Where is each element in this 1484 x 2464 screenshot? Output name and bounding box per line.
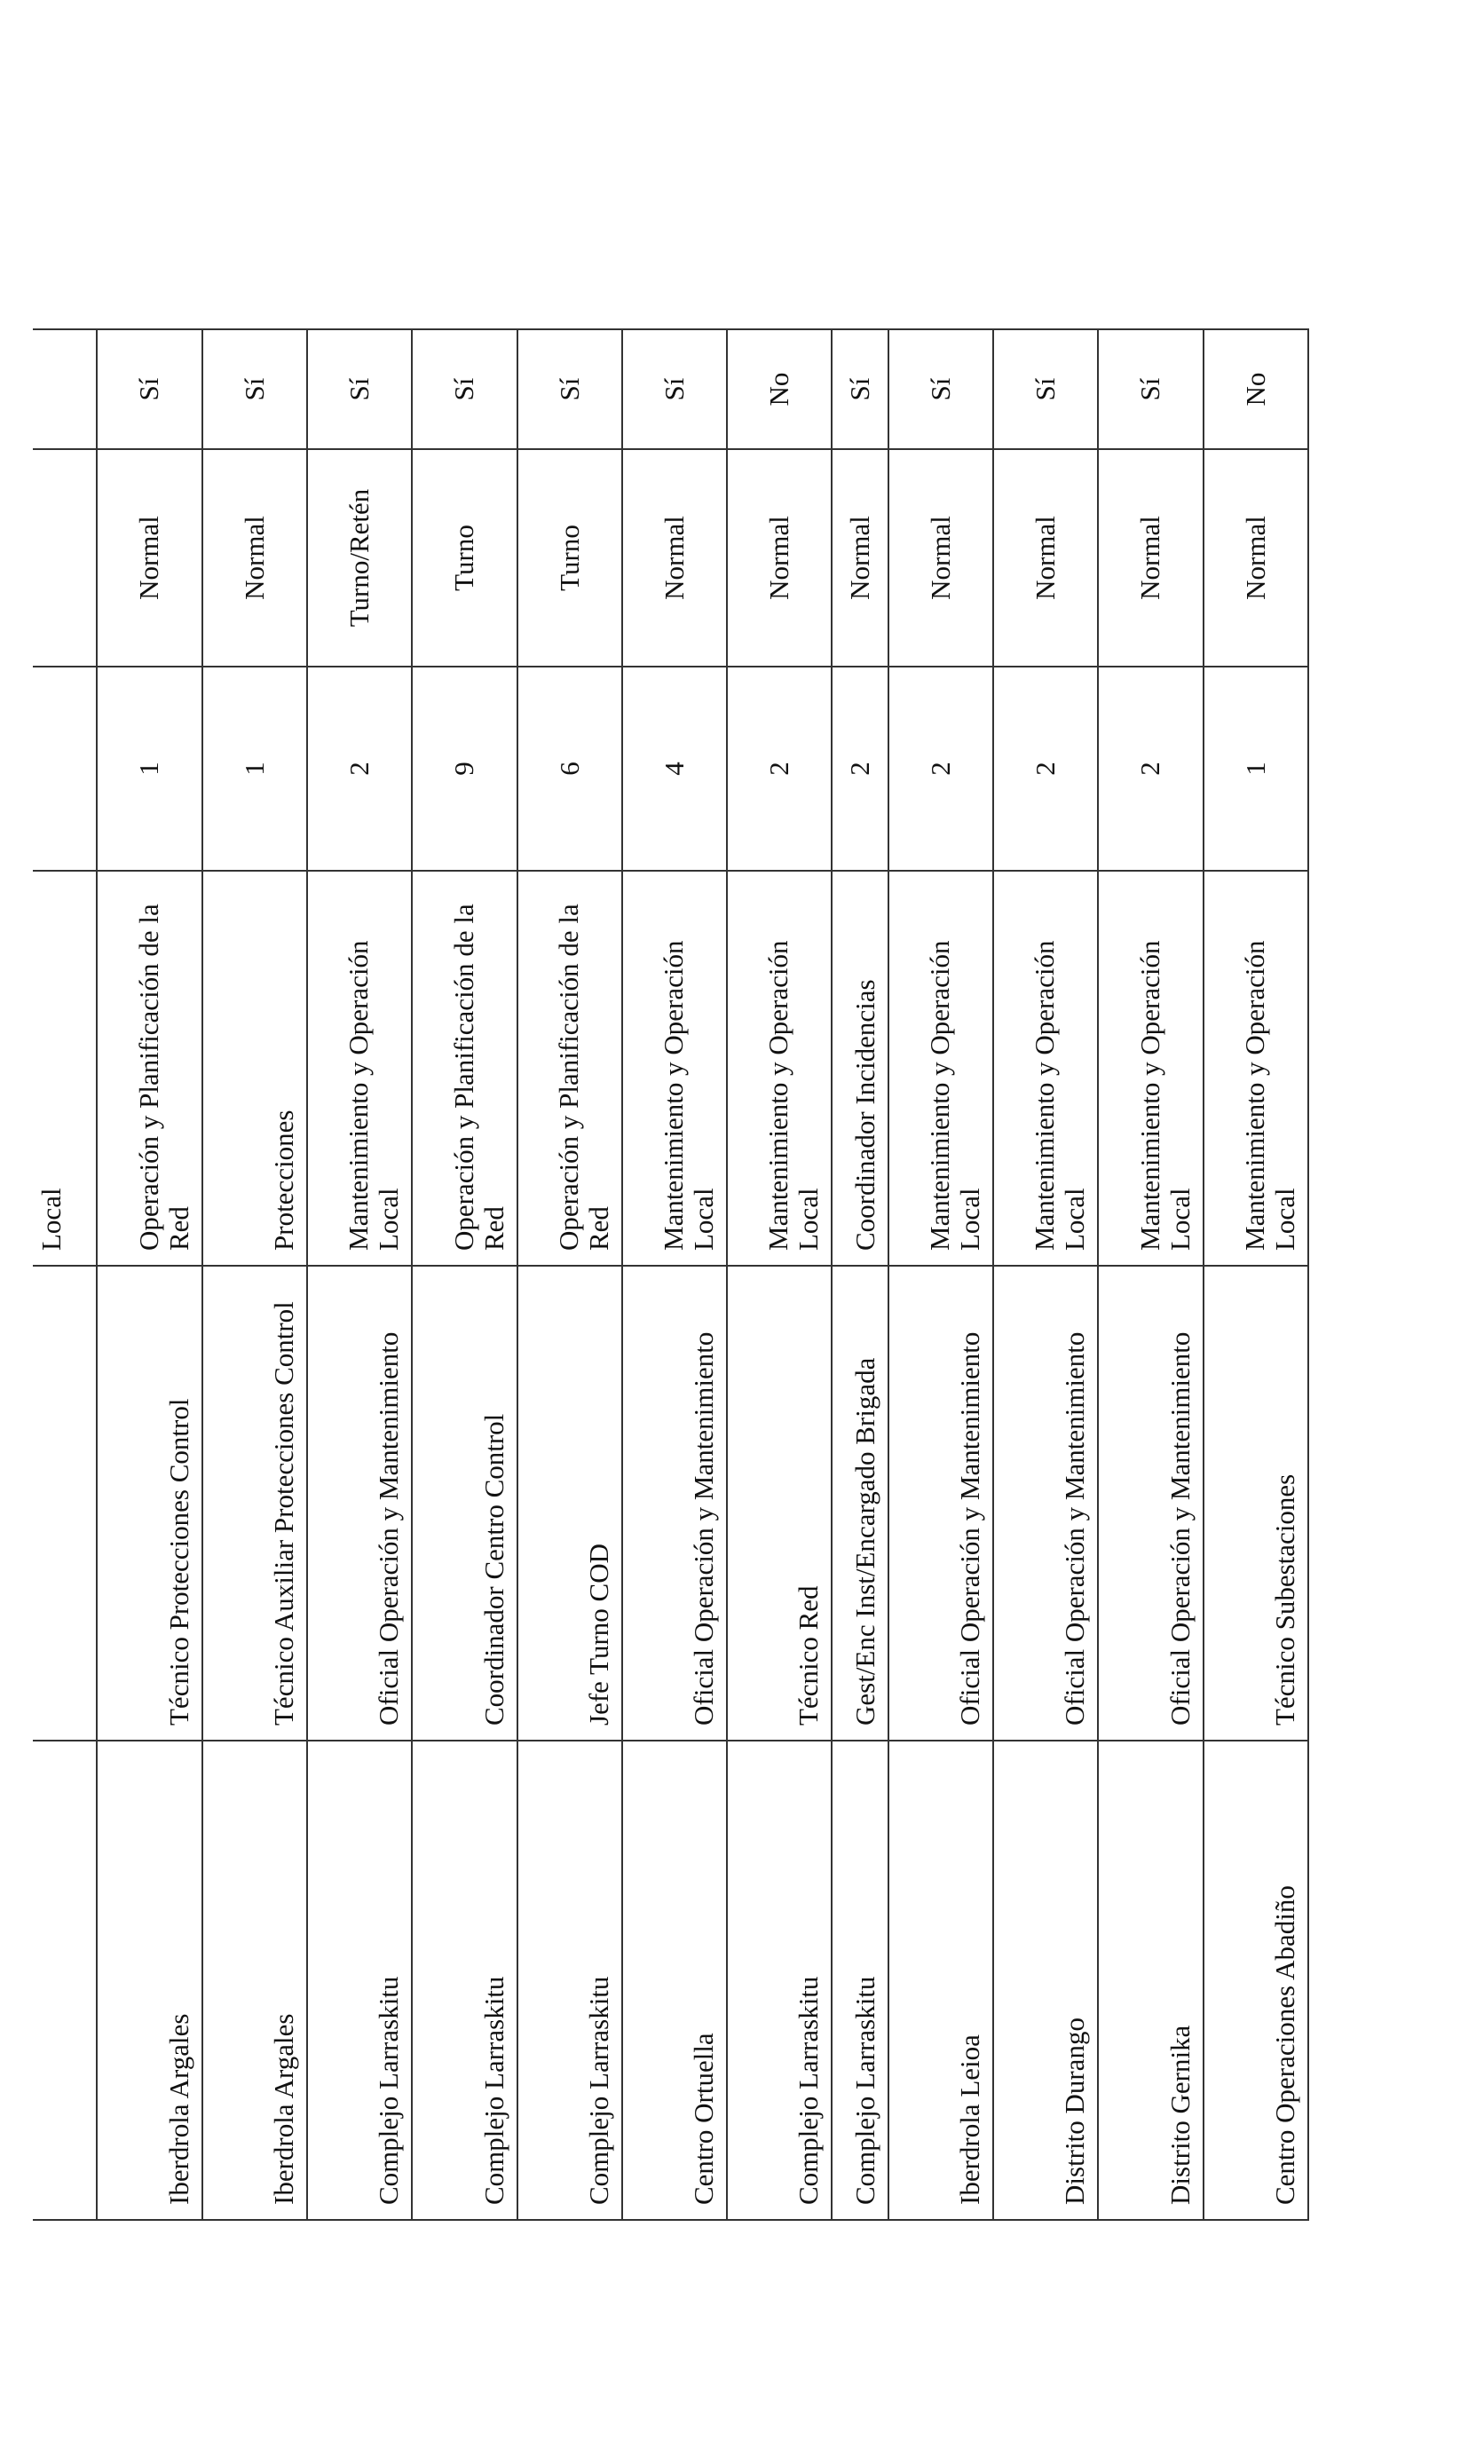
- area-cell: Mantenimiento y Operación Local: [993, 871, 1098, 1266]
- count-cell: 2: [307, 667, 412, 871]
- staff-table: [33, 328, 1309, 2221]
- location-cell: Complejo Larraskitu: [832, 1741, 888, 2220]
- area-cell: Mantenimiento y Operación Local: [888, 871, 993, 1266]
- table-row: [1098, 329, 1203, 2220]
- answer-cell: Sí: [888, 329, 993, 449]
- count-cell: 2: [832, 667, 888, 871]
- schedule-cell: Turno: [517, 449, 622, 667]
- answer-cell: No: [1204, 329, 1308, 449]
- schedule-cell: Normal: [888, 449, 993, 667]
- answer-cell: Sí: [412, 329, 517, 449]
- area-cell: Mantenimiento y Operación Local: [727, 871, 832, 1266]
- continuation-cell-area: Local: [33, 871, 97, 1266]
- answer-cell: Sí: [202, 329, 307, 449]
- table-row: [1204, 329, 1308, 2220]
- count-cell: 2: [993, 667, 1098, 871]
- table-row: [97, 329, 201, 2220]
- continuation-row: [33, 329, 97, 2220]
- schedule-cell: Normal: [993, 449, 1098, 667]
- location-cell: Distrito Gernika: [1098, 1741, 1203, 2220]
- location-cell: Complejo Larraskitu: [727, 1741, 832, 2220]
- table-row: [832, 329, 888, 2220]
- location-cell: Distrito Durango: [993, 1741, 1098, 2220]
- location-cell: Iberdrola Argales: [97, 1741, 201, 2220]
- position-cell: Jefe Turno COD: [517, 1266, 622, 1741]
- table-row: [622, 329, 727, 2220]
- area-cell: Mantenimiento y Operación Local: [1204, 871, 1308, 1266]
- table-row: [307, 329, 412, 2220]
- schedule-cell: Turno/Retén: [307, 449, 412, 667]
- count-cell: 1: [202, 667, 307, 871]
- schedule-cell: Normal: [97, 449, 201, 667]
- position-cell: Coordinador Centro Control: [412, 1266, 517, 1741]
- count-cell: 6: [517, 667, 622, 871]
- location-cell: Complejo Larraskitu: [517, 1741, 622, 2220]
- schedule-cell: Normal: [727, 449, 832, 667]
- table-row: [993, 329, 1098, 2220]
- schedule-cell: Normal: [832, 449, 888, 667]
- continuation-cell-blank: [33, 1741, 97, 2220]
- count-cell: 4: [622, 667, 727, 871]
- location-cell: Centro Operaciones Abadiño: [1204, 1741, 1308, 2220]
- continuation-cell-blank: [33, 329, 97, 449]
- area-cell: Mantenimiento y Operación Local: [622, 871, 727, 1266]
- table-row: [727, 329, 832, 2220]
- count-cell: 2: [727, 667, 832, 871]
- position-cell: Técnico Subestaciones: [1204, 1266, 1308, 1741]
- area-cell: Protecciones: [202, 871, 307, 1266]
- rotated-table-wrapper: [33, 330, 1309, 2221]
- schedule-cell: Normal: [1204, 449, 1308, 667]
- table-row: [517, 329, 622, 2220]
- position-cell: Técnico Red: [727, 1266, 832, 1741]
- location-cell: Iberdrola Leioa: [888, 1741, 993, 2220]
- answer-cell: Sí: [97, 329, 201, 449]
- location-cell: Iberdrola Argales: [202, 1741, 307, 2220]
- count-cell: 9: [412, 667, 517, 871]
- answer-cell: Sí: [517, 329, 622, 449]
- area-cell: Operación y Planificación de la Red: [97, 871, 201, 1266]
- count-cell: 1: [97, 667, 201, 871]
- table-row: [412, 329, 517, 2220]
- continuation-cell-blank: [33, 667, 97, 871]
- schedule-cell: Normal: [622, 449, 727, 667]
- position-cell: Oficial Operación y Mantenimiento: [622, 1266, 727, 1741]
- continuation-cell-blank: [33, 1266, 97, 1741]
- area-cell: Mantenimiento y Operación Local: [1098, 871, 1203, 1266]
- answer-cell: Sí: [622, 329, 727, 449]
- count-cell: 2: [888, 667, 993, 871]
- answer-cell: Sí: [832, 329, 888, 449]
- position-cell: Técnico Auxiliar Protecciones Control: [202, 1266, 307, 1741]
- position-cell: Oficial Operación y Mantenimiento: [993, 1266, 1098, 1741]
- continuation-cell-blank: [33, 449, 97, 667]
- area-cell: Coordinador Incidencias: [832, 871, 888, 1266]
- table-row: [202, 329, 307, 2220]
- position-cell: Gest/Enc Inst/Encargado Brigada: [832, 1266, 888, 1741]
- location-cell: Centro Ortuella: [622, 1741, 727, 2220]
- answer-cell: Sí: [993, 329, 1098, 449]
- schedule-cell: Normal: [202, 449, 307, 667]
- answer-cell: Sí: [1098, 329, 1203, 449]
- location-cell: Complejo Larraskitu: [307, 1741, 412, 2220]
- position-cell: Oficial Operación y Mantenimiento: [307, 1266, 412, 1741]
- count-cell: 1: [1204, 667, 1308, 871]
- location-cell: Complejo Larraskitu: [412, 1741, 517, 2220]
- position-cell: Técnico Protecciones Control: [97, 1266, 201, 1741]
- answer-cell: No: [727, 329, 832, 449]
- position-cell: Oficial Operación y Mantenimiento: [888, 1266, 993, 1741]
- answer-cell: Sí: [307, 329, 412, 449]
- position-cell: Oficial Operación y Mantenimiento: [1098, 1266, 1203, 1741]
- area-cell: Mantenimiento y Operación Local: [307, 871, 412, 1266]
- table-body: [33, 329, 1308, 2220]
- count-cell: 2: [1098, 667, 1203, 871]
- schedule-cell: Normal: [1098, 449, 1203, 667]
- area-cell: Operación y Planificación de la Red: [412, 871, 517, 1266]
- table-row: [888, 329, 993, 2220]
- area-cell: Operación y Planificación de la Red: [517, 871, 622, 1266]
- schedule-cell: Turno: [412, 449, 517, 667]
